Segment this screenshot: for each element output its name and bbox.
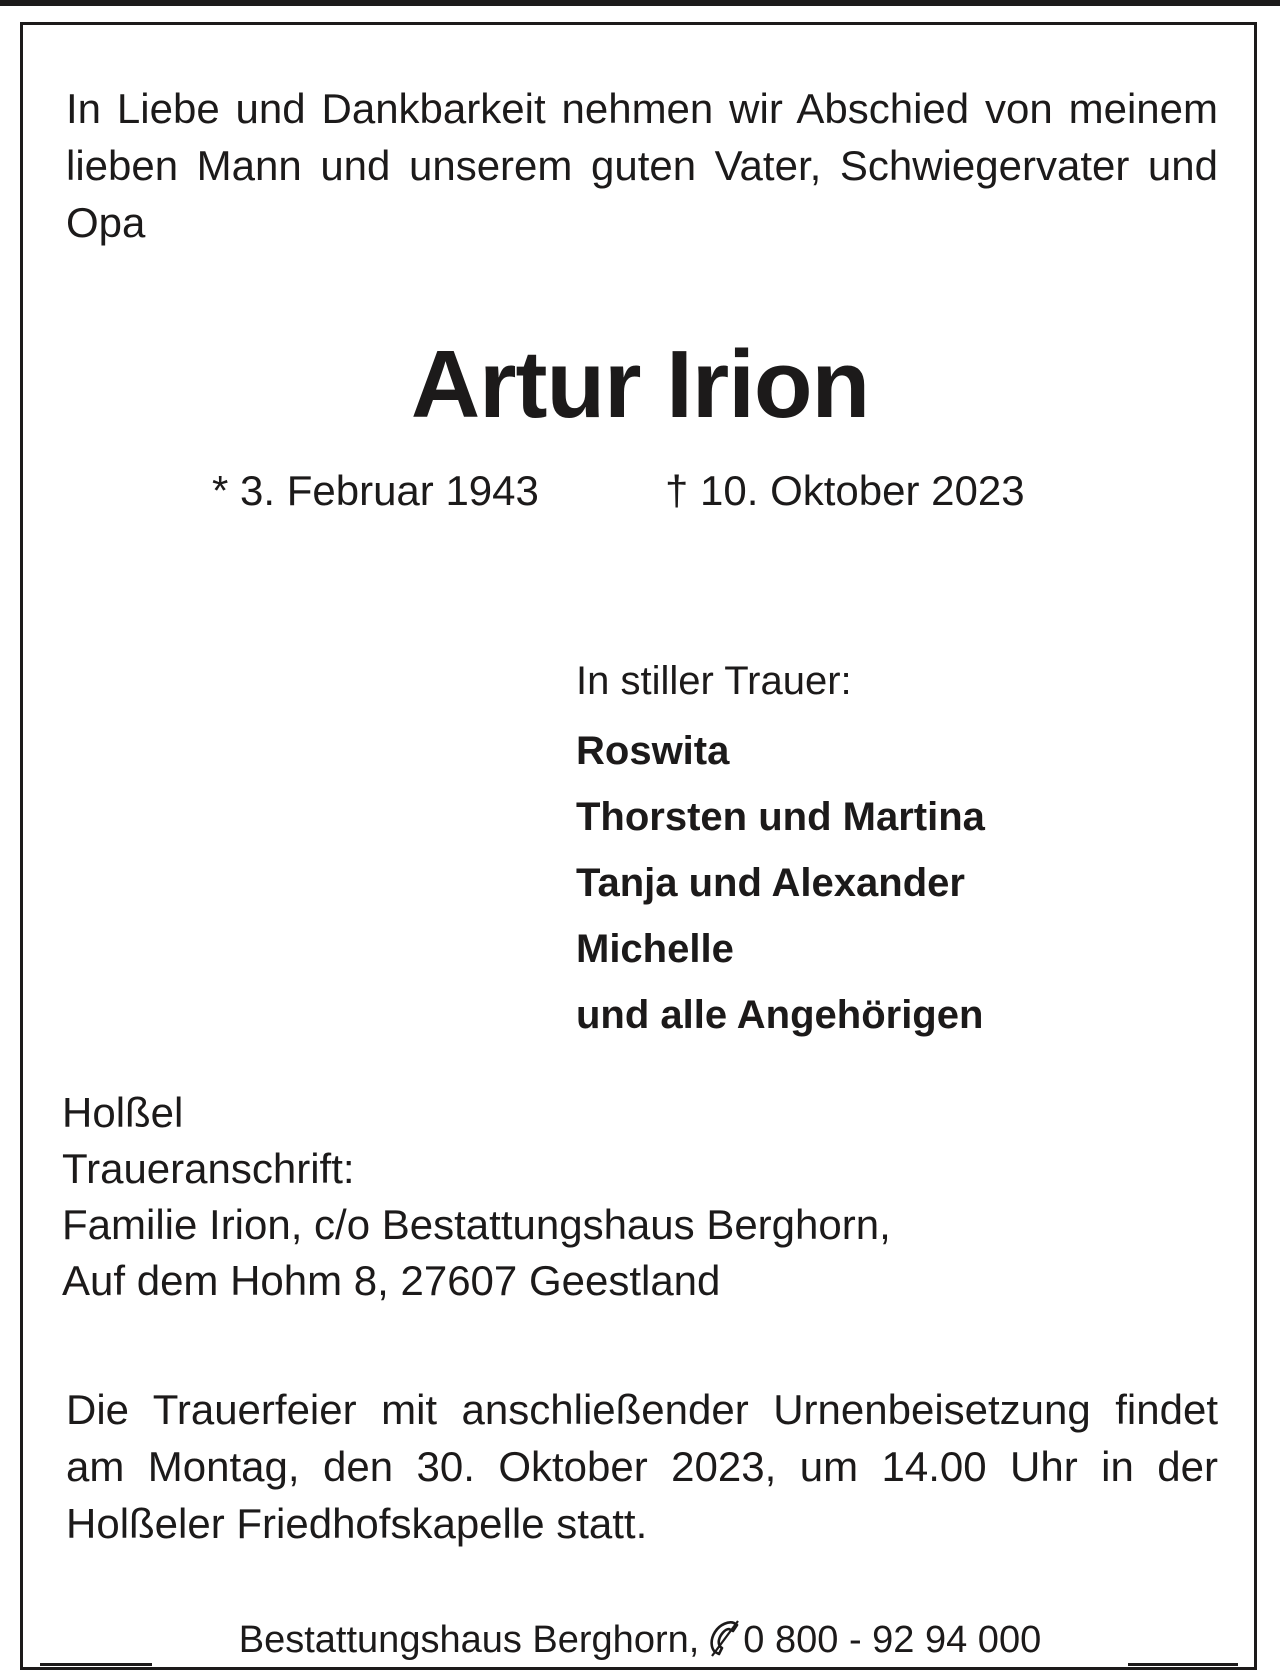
phone-handset-icon: [707, 1618, 741, 1658]
mourners-list: [576, 718, 985, 1048]
address-line-1: Familie Irion, c/o Bestattungshaus Berghorn,: [62, 1201, 891, 1248]
mourner-name: Tanja und Alexander: [576, 861, 965, 905]
birth-date: * 3. Februar 1943: [212, 467, 539, 514]
deceased-name: Artur Irion: [410, 331, 870, 438]
death-date: † 10. Oktober 2023: [665, 467, 1025, 514]
mourner-name: Roswita: [576, 729, 730, 773]
place-name: Holßel: [62, 1089, 184, 1136]
ceremony-text: Die Trauerfeier mit anschließender Urnenbeisetzung findet am Montag, den 30. Oktober 2023, um 14.00 Uhr in der Holßeler Friedhofskapelle statt.: [66, 1386, 1218, 1547]
mourning-address: [62, 1085, 891, 1309]
intro-text: In Liebe und Dankbarkeit nehmen wir Abschied von meinem lieben Mann und unserem guten Vater, Schwiegervater und Opa: [66, 85, 1218, 246]
address-label: Traueranschrift:: [62, 1145, 355, 1192]
footer-rule-right: [1128, 1663, 1238, 1666]
mourner-name: Thorsten und Martina: [576, 795, 985, 839]
top-border: [0, 0, 1280, 6]
mourner-name: und alle Angehörigen: [576, 993, 984, 1037]
funeral-home-footer: [160, 1612, 1120, 1668]
mourner-name: Michelle: [576, 927, 734, 971]
funeral-home-name: Bestattungshaus Berghorn,: [238, 1619, 700, 1661]
funeral-home-phone: 0 800 - 92 94 000: [743, 1619, 1042, 1661]
mourning-heading: In stiller Trauer:: [576, 659, 852, 703]
footer-rule-left: [40, 1663, 152, 1666]
address-line-2: Auf dem Hohm 8, 27607 Geestland: [62, 1257, 721, 1304]
